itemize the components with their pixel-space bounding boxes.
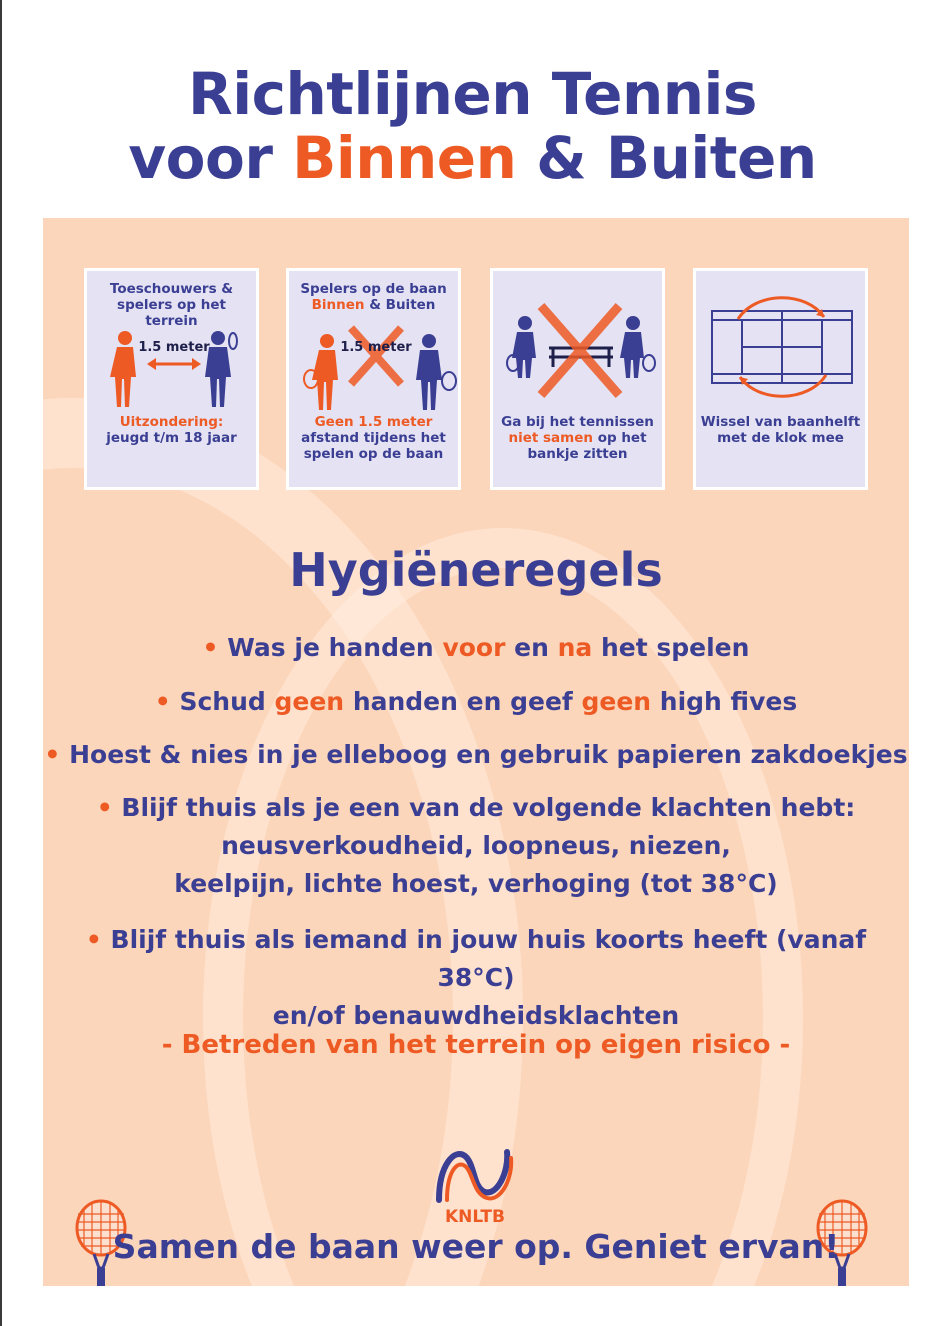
rule3-text: Hoest & nies in je elleboog en gebruik papieren zakdoekjes: [69, 740, 908, 769]
card-distance-spectators: [84, 268, 259, 490]
rule2-d: geen: [581, 687, 652, 716]
card-players-court: [286, 268, 461, 490]
double-arrow-icon: [147, 358, 201, 370]
slogan: Samen de baan weer op. Geniet ervan!: [112, 1227, 840, 1266]
card-switch-sides: [693, 268, 868, 490]
bullet: •: [154, 687, 171, 716]
knltb-logo-icon: [433, 1142, 515, 1206]
title-post: & Buiten: [516, 124, 817, 192]
rule4-line2: neusverkoudheid, loopneus, niezen,: [221, 831, 731, 860]
distance-illustration: [87, 271, 262, 493]
rule4-line3: keelpijn, lichte hoest, verhoging (tot 38°C): [174, 869, 778, 898]
bullet: •: [44, 740, 61, 769]
card-3-text-post: op het bankje zitten: [527, 430, 647, 462]
rule1-e: het spelen: [592, 633, 750, 662]
rule-cough-sneeze: [43, 736, 909, 774]
bullet: •: [85, 925, 102, 954]
rule-wash-hands: [43, 629, 909, 667]
cross-icon: [351, 328, 401, 384]
rule-no-handshakes: [43, 683, 909, 721]
knltb-logo-text: KNLTB: [445, 1207, 505, 1227]
card-4-text: Wissel van baanhelft met de klok mee: [700, 414, 861, 446]
bullet: •: [96, 793, 113, 822]
title-text: Richtlijnen Tennis: [188, 60, 757, 128]
navy-player-icon: [507, 316, 536, 378]
rule2-a: Schud: [179, 687, 275, 716]
court-rotation-illustration: [696, 271, 871, 493]
navy-player-icon: [416, 334, 456, 410]
tennis-court-icon: [712, 311, 852, 383]
card-2-highlight: Geen 1.5 meter: [314, 414, 433, 430]
distance-label: 1.5 meter: [340, 340, 412, 355]
card-3-text-pre: Ga bij het tennissen: [501, 414, 654, 430]
card-bench: [490, 268, 665, 490]
rule5-line1: Blijf thuis als iemand in jouw huis koorts heeft (vanaf 38°C): [110, 925, 867, 992]
card-1-top-text: Toeschouwers & spelers op het terrein: [109, 281, 234, 329]
title-line-2: [0, 126, 945, 190]
rule1-b: voor: [442, 633, 506, 662]
card-3-highlight: niet samen: [508, 430, 593, 446]
rule1-a: Was je handen: [227, 633, 443, 662]
title-pre: voor: [128, 124, 293, 192]
card-1-bottom-text: jeugd t/m 18 jaar: [106, 430, 237, 446]
rule4-line1: Blijf thuis als je een van de volgende klachten hebt:: [121, 793, 856, 822]
card-2-top-pre: Spelers op de baan: [300, 281, 447, 297]
rule2-e: high fives: [651, 687, 798, 716]
rule2-b: geen: [274, 687, 345, 716]
rule2-c: handen en geef: [344, 687, 582, 716]
rule-stay-home-symptoms: [43, 789, 909, 903]
rule-stay-home-household: [43, 921, 909, 1035]
card-2-bottom-text: afstand tijdens het spelen op de baan: [301, 430, 446, 462]
rule1-c: en: [505, 633, 558, 662]
card-2-top-highlight: Binnen: [311, 297, 365, 313]
rule1-d: na: [557, 633, 593, 662]
bullet: •: [202, 633, 219, 662]
card-2-top-post: & Buiten: [369, 297, 436, 313]
navy-player-icon: [620, 316, 655, 378]
page-edge-line: [0, 0, 2, 1326]
own-risk-notice: - Betreden van het terrein op eigen risico -: [161, 1030, 791, 1060]
title-highlight: Binnen: [292, 124, 517, 192]
rule5-line2: en/of benauwdheidsklachten: [272, 1001, 680, 1030]
card-1-exception: Uitzondering:: [119, 414, 224, 430]
hygiene-heading: Hygiëneregels: [289, 543, 663, 597]
distance-label: 1.5 meter: [138, 340, 210, 355]
title-line-1: [0, 62, 945, 126]
